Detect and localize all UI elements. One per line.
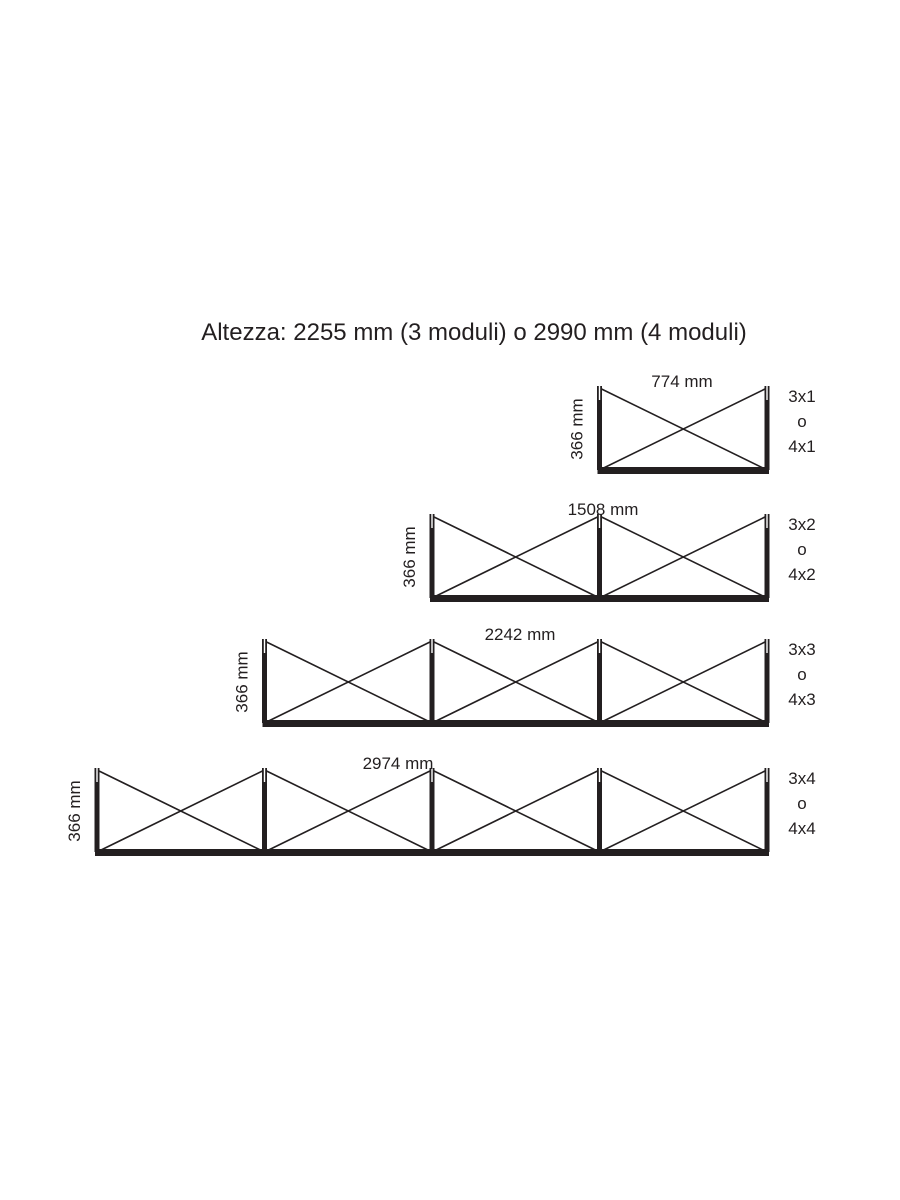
config-label: 3x4 [788, 769, 816, 788]
height-label: 366 mm [400, 526, 419, 588]
width-label: 2242 mm [484, 625, 556, 644]
height-label: 366 mm [65, 780, 84, 842]
height-label: 366 mm [567, 398, 587, 460]
config-label: 4x4 [788, 819, 816, 838]
base-beam [95, 849, 769, 856]
config-label: o [797, 794, 807, 813]
module-rows [65, 372, 816, 856]
config-label: 3x1 [788, 387, 816, 406]
config-label: 4x3 [788, 690, 816, 709]
config-label: o [797, 540, 807, 559]
width-label: 774 mm [651, 372, 713, 391]
base-beam [263, 720, 770, 727]
config-label: 3x2 [788, 515, 816, 534]
base-beam [430, 595, 769, 602]
height-label: 366 mm [232, 651, 252, 713]
config-label: o [797, 665, 807, 684]
width-label: 1508 mm [567, 500, 639, 519]
base-beam [598, 467, 770, 474]
config-label: 4x2 [788, 565, 816, 584]
config-label: 4x1 [788, 437, 816, 456]
config-label: o [797, 412, 807, 431]
width-label: 2974 mm [362, 754, 434, 773]
diagram-title: Altezza: 2255 mm (3 moduli) o 2990 mm (4 moduli) [201, 319, 747, 346]
config-label: 3x3 [788, 640, 816, 659]
